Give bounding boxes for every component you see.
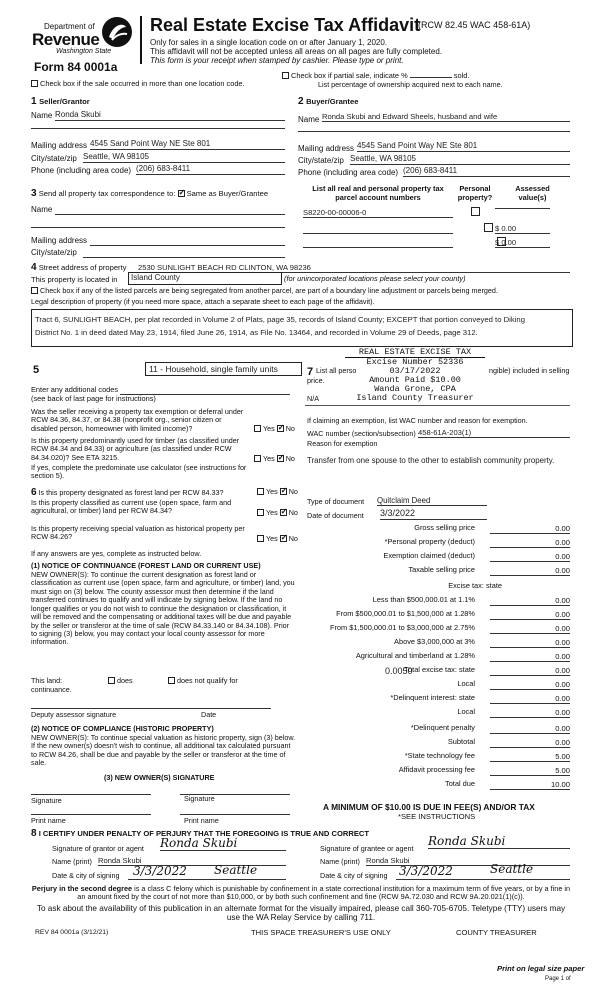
dept-label: Department of	[44, 22, 95, 31]
legal-description-field[interactable]	[31, 309, 573, 347]
doc-date-field[interactable]: 3/3/2022	[380, 508, 487, 520]
seller-name-label: Name	[31, 111, 53, 120]
calc-row-label: *Delinquent penalty	[410, 723, 475, 732]
deputy-signature-line[interactable]	[31, 708, 271, 709]
calc-row-label: Gross selling price	[414, 523, 475, 532]
calc-row	[300, 582, 570, 594]
grantee-date-city-field[interactable]	[396, 862, 570, 880]
unincorporated-note: (for unincorporated locations please select your county)	[284, 274, 466, 283]
deputy-date-label: Date	[201, 710, 217, 719]
exemption-yes-no[interactable]: Yes ✓ No	[254, 425, 295, 434]
calc-row-label: From $500,000.01 to $1,500,000 at 1.28%	[336, 609, 475, 618]
calc-row-value[interactable]: 0.00	[490, 724, 570, 734]
seller-name-field[interactable]: Ronda Skubi	[55, 110, 285, 121]
local-rate-field[interactable]: 0.0050	[385, 666, 413, 676]
dor-logo-icon	[100, 15, 134, 49]
calc-row-label: From $1,500,000.01 to $3,000,000 at 2.75%	[329, 623, 475, 632]
forest-no-checkbox[interactable]	[280, 488, 287, 495]
grantee-sig-label: Signature of grantee or agent	[320, 844, 414, 853]
new-owner-signature-title: (3) NEW OWNER(S) SIGNATURE	[104, 773, 215, 782]
calc-row-label: Local	[457, 707, 475, 716]
timber-yes-checkbox[interactable]	[254, 455, 261, 462]
excise-tax-stamp	[345, 348, 485, 403]
calc-row	[300, 666, 570, 678]
stamp-line-1: REAL ESTATE EXCISE TAX	[345, 348, 485, 358]
personal-property-checkbox-1[interactable]	[471, 207, 480, 216]
doc-type-label: Type of document	[307, 497, 365, 506]
calc-row	[300, 752, 570, 764]
seller-extra-line	[31, 128, 285, 129]
calc-row-value[interactable]: 0.00	[490, 708, 570, 718]
land-does-not-checkbox[interactable]	[168, 677, 175, 684]
county-select[interactable]: Island County	[128, 272, 282, 285]
property-located-label: This property is located in	[31, 275, 118, 284]
agency-name: Revenue	[32, 30, 100, 49]
corr-mailing-label: Mailing address	[31, 236, 88, 245]
personal-property-list[interactable]: N/A	[307, 394, 319, 403]
notice-continuance-body: NEW OWNER(S): To continue the current designation as forest land or classification as current use (open space, farm and agriculture, or timber) land, you must sign on (3) below. The county assessor must then determine if the land transferred continues to qualify and will indicate by signing below. If the land no longer qualifies or you do not wish to continue the designation or classification, it will be removed and the compensating or additional taxes will be due and payable by the seller or transferor at the time of sale (RCW 84.33.140 or 84.34.108). Prior to signing (3) below, you may contact your local county assessor for more information.	[31, 570, 295, 647]
calc-row	[300, 708, 570, 720]
calc-row-label: *Delinquent interest: state	[390, 693, 475, 702]
treasurer-use-label: THIS SPACE TREASURER'S USE ONLY	[251, 928, 391, 937]
calc-row	[300, 738, 570, 750]
calc-row	[300, 524, 570, 536]
current-use-no-checkbox[interactable]	[280, 509, 287, 516]
personal-property-col-header: Personal property?	[457, 184, 493, 202]
header-note-1: Only for sales in a single location code on or after January 1, 2020.	[150, 38, 388, 47]
buyer-mailing-field[interactable]: 4545 Sand Point Way NE Ste 801	[357, 141, 570, 152]
calc-row	[300, 694, 570, 706]
legal-paper-note: Print on legal size paper	[497, 964, 585, 973]
current-use-yes-no[interactable]: Yes ✓ No	[257, 509, 298, 518]
grantor-name-field[interactable]: Ronda Skubi	[98, 856, 286, 866]
assessed-value-col-header: Assessed value(s)	[515, 184, 550, 202]
assessed-value-3[interactable]: $ 0.00	[495, 238, 550, 248]
grantor-city: Seattle	[214, 863, 258, 877]
page-number: Page 1 of	[545, 976, 571, 982]
buyer-phone-field[interactable]: (206) 683-8411	[403, 166, 570, 177]
owner-print-1-line[interactable]	[31, 814, 151, 815]
exemption-question: Was the seller receiving a property tax exemption or deferral under RCW 84.36, 84.37, or 84.38 (nonprofit org., senior citizen or disabled person, homeowner with limited income)?	[31, 407, 244, 433]
forest-yes-checkbox[interactable]	[257, 488, 264, 495]
land-does-not-option[interactable]: does not qualify for	[168, 677, 238, 686]
see-instructions-note: *SEE INSTRUCTIONS	[398, 812, 476, 821]
historic-yes-checkbox[interactable]	[257, 535, 264, 542]
multi-location-checkbox[interactable]	[31, 80, 38, 87]
seller-city-field[interactable]: Seattle, WA 98105	[83, 152, 285, 163]
multi-location-checkbox-row[interactable]: Check box if the sale occurred in more than one location code.	[31, 80, 245, 89]
form-number: Form 84 0001a	[34, 60, 118, 74]
continuance-label: continuance.	[31, 685, 72, 694]
calc-row-label: Exemption claimed (deduct)	[383, 551, 475, 560]
additional-codes-label: Enter any additional codes	[31, 385, 119, 394]
exemption-no-checkbox[interactable]	[277, 425, 284, 432]
assessed-value-1[interactable]	[495, 208, 550, 209]
calc-row-value[interactable]: 0.00	[490, 638, 570, 648]
exemption-wac-intro: If claiming an exemption, list WAC number and reason for exemption.	[307, 416, 528, 425]
calc-row-value[interactable]: 0.00	[490, 652, 570, 662]
timber-no-checkbox[interactable]	[277, 455, 284, 462]
section7-intro-c: ngible) included in selling	[489, 366, 570, 375]
property-street-field[interactable]: 2530 SUNLIGHT BEACH RD CLINTON, WA 98236	[138, 263, 570, 273]
certify-statement: 8 I CERTIFY UNDER PENALTY OF PERJURY THAT THE FOREGOING IS TRUE AND CORRECT	[31, 828, 370, 839]
calc-row-value[interactable]: 0.00	[490, 524, 570, 534]
personal-property-checkbox-2[interactable]	[484, 223, 493, 232]
deputy-signature-label: Deputy assessor signature	[31, 710, 117, 719]
buyer-name-label: Name	[298, 115, 320, 124]
calc-row	[300, 638, 570, 650]
calc-row-label: Agricultural and timberland at 1.28%	[355, 651, 475, 660]
grantor-date-city-field[interactable]	[128, 862, 286, 880]
stamp-line-3: 03/17/2022	[389, 365, 441, 376]
current-use-question: Is this property classified as current use (open space, farm and agricultural, or timber) land per RCW 84.34?	[31, 498, 232, 516]
calc-row-label: Subtotal	[447, 737, 475, 746]
perjury-notice: Perjury in the second degree is a class C felony which is punishable by confinement in a state correctional institution for a maximum term of five years, or by a fine in an amount fixed by the court of not more than $10,000, or by both such confinement and fine (RCW 9A.72.030 and RCW 9A.20.021(1)(c)).	[31, 884, 571, 902]
owner-signature-1-line[interactable]	[31, 794, 151, 795]
wac-number-label: WAC number (section/subsection)	[307, 429, 416, 438]
seller-phone-field[interactable]: (206) 683-8411	[136, 164, 285, 175]
buyer-city-field[interactable]: Seattle, WA 98105	[350, 154, 570, 165]
grantor-signature[interactable]: Ronda Skubi	[160, 836, 286, 851]
seller-heading: 1 Seller/Grantor	[31, 96, 90, 107]
corr-extra-line	[31, 227, 285, 228]
historic-no-checkbox[interactable]	[280, 535, 287, 542]
parcel-number-3[interactable]	[303, 238, 453, 248]
grantor-date: 3/3/2022	[133, 864, 187, 878]
predominate-use-note: If yes, complete the predominate use calculator (see instructions for section 5).	[31, 463, 247, 481]
current-use-yes-checkbox[interactable]	[257, 509, 264, 516]
historic-question: Is this property receiving special valuation as historical property per RCW 84.26?	[31, 524, 245, 542]
calc-row-value[interactable]: 0.00	[490, 680, 570, 690]
same-as-buyer-checkbox[interactable]	[178, 190, 185, 197]
calc-row-value[interactable]: 10.00	[490, 780, 570, 790]
doc-date-label: Date of document	[307, 511, 364, 520]
alt-format-notice: To ask about the availability of this publication in an alternate format for the visually impaired, please call 360-705-6705. Teletype (TTY) users may use the WA Relay Service by calling 711.	[36, 904, 566, 923]
form-statute: (RCW 82.45 WAC 458-61A)	[418, 20, 531, 30]
notice-compliance-body: NEW OWNER(S): To continue special valuation as historic property, sign (3) below. If the new owner(s) doesn't wish to continue, all additional tax calculated pursuant to RCW 84.26, shall be due and payable by the seller or transferor at the time of sale.	[31, 733, 296, 768]
grantee-signature[interactable]: Ronda Skubi	[428, 834, 570, 849]
doc-type-field[interactable]: Quitclaim Deed	[377, 496, 487, 506]
calc-row-value[interactable]: 0.00	[490, 610, 570, 620]
calc-row	[300, 624, 570, 636]
timber-question: Is this property predominantly used for timber (as classified under RCW 84.34 and 84.33) or agriculture (as classified under RCW 84.34.020)? See ETA 3215.	[31, 436, 240, 462]
calc-row	[300, 538, 570, 550]
section7-intro-a: List all perso	[316, 366, 357, 375]
calc-row-label: Total excise tax: state	[404, 665, 475, 674]
calc-row-label: Affidavit processing fee	[398, 765, 475, 774]
corr-city-label: City/state/zip	[31, 248, 77, 257]
calc-row-value[interactable]: 0.00	[490, 552, 570, 562]
use-code-select[interactable]: 11 - Household, single family units	[145, 362, 302, 376]
exemption-reason-label: Reason for exemption	[307, 439, 378, 448]
partial-percent-field[interactable]	[410, 77, 452, 78]
buyer-heading: 2 Buyer/Grantee	[298, 96, 359, 107]
calc-row-value[interactable]: 5.00	[490, 752, 570, 762]
parcel-number-1[interactable]: S8220-00-00006-0	[303, 208, 453, 218]
owner-signature-1-label: Signature	[31, 796, 62, 805]
calc-row-label: Local	[457, 679, 475, 688]
timber-yes-no[interactable]: Yes ✓ No	[254, 455, 295, 464]
land-does-option[interactable]: does	[108, 677, 133, 686]
section7-divider	[305, 405, 570, 406]
owner-print-2-label: Print name	[184, 816, 219, 825]
seller-mailing-field[interactable]: 4545 Sand Point Way NE Ste 801	[90, 139, 285, 150]
assessed-value-2[interactable]: $ 0.00	[495, 224, 550, 234]
buyer-name-field[interactable]: Ronda Skubi and Edward Sheels, husband and wife	[322, 112, 570, 122]
buyer-mailing-label: Mailing address	[298, 144, 355, 153]
parcel-col-header: List all real and personal property tax parcel account numbers	[312, 184, 444, 202]
wac-number-field[interactable]: 458-61A-203(1)	[418, 428, 570, 438]
owner-print-1-label: Print name	[31, 816, 66, 825]
grantee-date-label: Date & city of signing	[320, 871, 388, 880]
calc-row-value[interactable]: 0.00	[490, 538, 570, 548]
calc-row-label: *Personal property (deduct)	[384, 537, 475, 546]
corr-mailing-field[interactable]	[90, 245, 285, 246]
header-note-3: This form is your receipt when stamped by cashier. Please type or print.	[150, 56, 404, 65]
calc-row-value[interactable]: 0.00	[490, 596, 570, 606]
section5-num: 5	[33, 364, 40, 376]
seller-city-label: City/state/zip	[31, 154, 77, 163]
section7-intro-b: price.	[307, 376, 325, 385]
county-treasurer-label: COUNTY TREASURER	[456, 928, 537, 937]
calc-row-label: *State technology fee	[404, 751, 475, 760]
calc-row	[300, 596, 570, 608]
grantor-date-label: Date & city of signing	[52, 871, 120, 880]
legal-line-1: Tract 6, SUNLIGHT BEACH, per plat recorded in Volume 2 of Plats, page 35, records of Island County; EXCEPT that portion conveyed to Diking	[35, 315, 525, 324]
calc-row	[300, 724, 570, 736]
stamp-line-5: Wanda Grone, CPA	[374, 383, 456, 394]
corr-city-field[interactable]	[83, 257, 285, 258]
calc-row-value[interactable]: 5.00	[490, 766, 570, 776]
calc-row-label: Taxable selling price	[408, 565, 475, 574]
seller-phone-label: Phone (including area code)	[31, 166, 132, 175]
calc-row	[300, 780, 570, 792]
grantee-city: Seattle	[490, 862, 534, 876]
partial-sale-checkbox[interactable]	[282, 72, 289, 79]
calc-row-value[interactable]: 0.00	[490, 694, 570, 704]
grantee-name-field[interactable]: Ronda Skubi	[366, 856, 570, 866]
stamp-line-6: Island County Treasurer	[356, 392, 474, 403]
forest-land-question: 6 Is this property designated as forest land per RCW 84.33?	[31, 487, 224, 498]
land-does-checkbox[interactable]	[108, 677, 115, 684]
grantor-sig-label: Signature of grantor or agent	[52, 844, 144, 853]
grantor-name-label: Name (print)	[52, 857, 92, 866]
partial-sale-checkbox-row[interactable]: Check box if partial sale, indicate % sold.	[282, 72, 469, 81]
minimum-due-note: A MINIMUM OF $10.00 IS DUE IN FEE(S) AND/OR TAX	[323, 802, 535, 812]
owner-signature-2-label: Signature	[184, 794, 215, 803]
calc-row-value[interactable]: 0.00	[490, 624, 570, 634]
parcel-number-2[interactable]	[303, 224, 453, 234]
buyer-city-label: City/state/zip	[298, 156, 344, 165]
calc-row-label: Total due	[445, 779, 475, 788]
grantee-name-label: Name (print)	[320, 857, 360, 866]
calc-row	[300, 566, 570, 578]
owner-print-2-line[interactable]	[180, 814, 290, 815]
form-title: Real Estate Excise Tax Affidavit	[150, 15, 421, 35]
calc-row-value[interactable]: 0.00	[490, 738, 570, 748]
legal-description-label: Legal description of property (if you need more space, attach a separate sheet to each page of the affidavit).	[31, 297, 375, 306]
calc-row	[300, 766, 570, 778]
calc-row	[300, 610, 570, 622]
corr-name-label: Name	[31, 205, 53, 214]
instructions-note: If any answers are yes, complete as instructed below.	[31, 549, 202, 558]
legal-line-2: District No. 1 in deed dated May 23, 1914, filed June 26, 1914, as File No. 13464, and recorded in Volume 29 of Deeds, page 312.	[35, 328, 478, 337]
exemption-yes-checkbox[interactable]	[254, 425, 261, 432]
partial-sale-note: List percentage of ownership acquired next to each name.	[318, 80, 503, 89]
header-note-2: This affidavit will not be accepted unless all areas on all pages are fully completed.	[150, 47, 443, 56]
corr-name-field[interactable]	[55, 214, 285, 215]
additional-codes-note: (see back of last page for instructions)	[31, 394, 156, 403]
state-label: Washington State	[56, 48, 112, 55]
buyer-phone-label: Phone (including area code)	[298, 168, 399, 177]
header-divider	[140, 16, 142, 64]
correspondence-heading: 3 Send all property tax correspondence to: ✓ Same as Buyer/Grantee	[31, 188, 268, 200]
exemption-reason-field[interactable]: Transfer from one spouse to the other to establish community property.	[307, 456, 555, 465]
notice-compliance-title: (2) NOTICE OF COMPLIANCE (HISTORIC PROPERTY)	[31, 724, 214, 733]
calc-row-label: Above $3,000,000 at 3%	[394, 637, 475, 646]
segregated-checkbox-row[interactable]: Check box if any of the listed parcels are being segregated from another parcel, are part of a boundary line adjustment or parcels being merged.	[31, 287, 498, 296]
form-revision: REV 84 0001a (3/12/21)	[35, 929, 109, 936]
section7-num: 7	[307, 366, 314, 378]
calc-row-value[interactable]: 0.00	[490, 566, 570, 576]
calc-row-label: Less than $500,000.01 at 1.1%	[372, 595, 475, 604]
calc-row-label: Excise tax: state	[448, 581, 502, 590]
calc-row-value[interactable]: 0.00	[490, 666, 570, 676]
calc-row	[300, 652, 570, 664]
forest-yes-no[interactable]: Yes ✓ No	[257, 488, 298, 497]
this-land-label: This land:	[31, 676, 63, 685]
calc-row	[300, 552, 570, 564]
buyer-extra-line	[298, 131, 570, 132]
calc-row	[300, 680, 570, 692]
segregated-checkbox[interactable]	[31, 287, 38, 294]
historic-yes-no[interactable]: Yes ✓ No	[257, 535, 298, 544]
property-street-label: 4 Street address of property	[31, 262, 127, 273]
stamp-line-2: Excise Number 52336	[366, 356, 464, 367]
notice-continuance-title: (1) NOTICE OF CONTINUANCE (FOREST LAND OR CURRENT USE)	[31, 561, 261, 570]
seller-mailing-label: Mailing address	[31, 141, 88, 150]
grantee-date: 3/3/2022	[399, 864, 453, 878]
stamp-line-4: Amount Paid $10.00	[369, 374, 461, 385]
